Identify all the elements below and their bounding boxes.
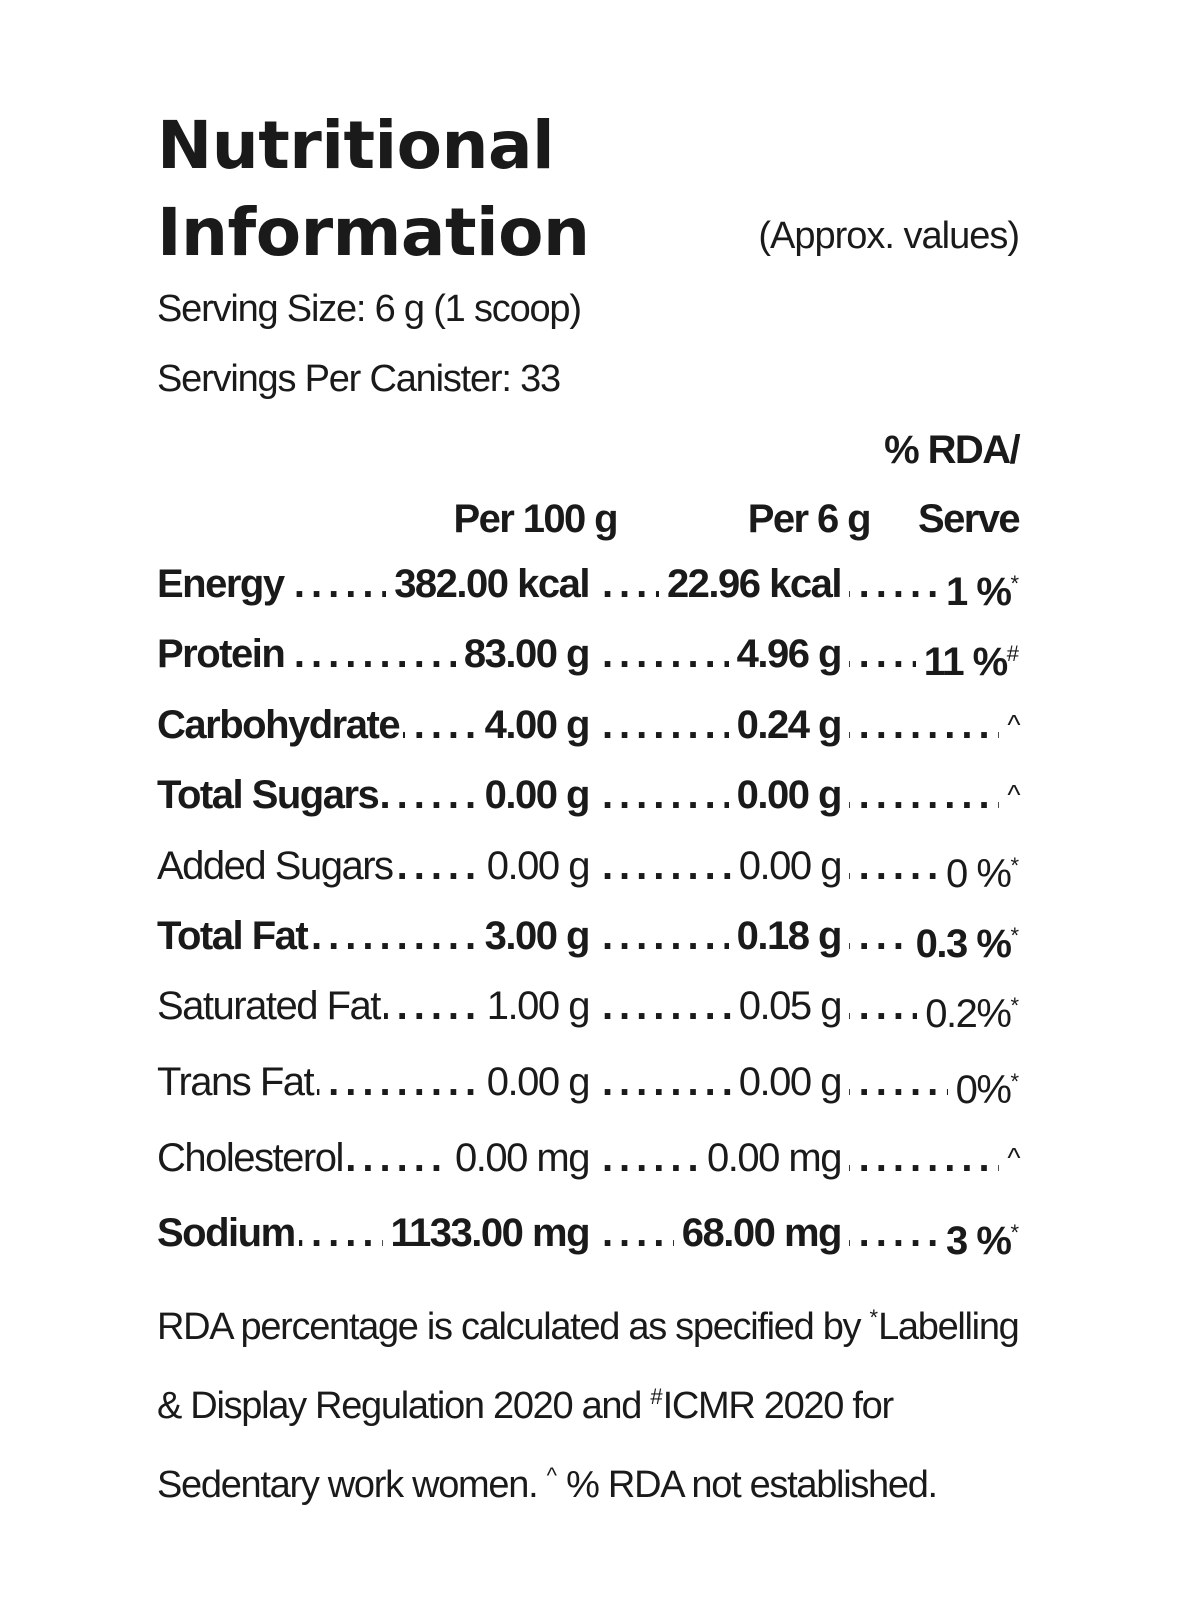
rda-footnote: RDA percentage is calculated as specified by *Labelling & Display Regulation 2020 and #ICMR 2020 for Sedentary work women. ^ % RDA not established.: [157, 1305, 1019, 1506]
header-rda: % RDA/: [884, 428, 1019, 472]
rda-value: 11 %#: [916, 626, 1019, 690]
value-per-100g: 0.00 g: [479, 1054, 597, 1110]
table-row: [157, 978, 1019, 1034]
value-per-6g: 0.05 g: [731, 978, 849, 1034]
value-per-6g: 4.96 g: [729, 626, 849, 682]
rda-value: ^: [999, 767, 1019, 833]
table-row: [157, 1205, 1019, 1261]
value-per-100g: 0.00 mg: [447, 1130, 597, 1186]
table-row: [157, 697, 1019, 753]
nutrient-name: Added Sugars: [157, 838, 397, 894]
header-per-100g: Per 100 g: [453, 497, 617, 541]
value-per-6g: 0.00 g: [731, 1054, 849, 1110]
value-per-6g: 0.00 g: [729, 767, 849, 823]
rda-value: 0%*: [948, 1054, 1019, 1118]
value-per-100g: 382.00 kcal: [386, 556, 597, 612]
rda-value: ^: [999, 1130, 1019, 1196]
header-serve: Serve: [918, 497, 1019, 541]
table-row: [157, 908, 1019, 964]
approx-values-note: (Approx. values): [758, 215, 1019, 257]
nutrient-name: Cholesterol: [157, 1130, 347, 1186]
nutrient-name: Total Fat: [157, 908, 311, 964]
rda-value: 0.2%*: [917, 978, 1019, 1042]
nutrient-name: Trans Fat: [157, 1054, 317, 1110]
header-per-6g: Per 6 g: [747, 497, 870, 541]
value-per-6g: 68.00 mg: [674, 1205, 849, 1261]
value-per-6g: 22.96 kcal: [659, 556, 849, 612]
value-per-100g: 1.00 g: [479, 978, 597, 1034]
table-row: [157, 838, 1019, 894]
table-row: [157, 626, 1019, 682]
value-per-100g: 3.00 g: [477, 908, 597, 964]
value-per-6g: 0.24 g: [729, 697, 849, 753]
rda-value: 3 %*: [938, 1205, 1019, 1269]
table-row: [157, 556, 1019, 612]
nutrient-name: Carbohydrate: [157, 697, 403, 753]
value-per-100g: 4.00 g: [477, 697, 597, 753]
rda-value: ^: [999, 697, 1019, 763]
servings-per-canister: Servings Per Canister: 33: [157, 358, 560, 400]
title-line-2: Information: [157, 194, 590, 271]
nutrient-name: Protein: [157, 626, 288, 682]
value-per-100g: 83.00 g: [456, 626, 597, 682]
table-row: [157, 1130, 1019, 1186]
title-line-1: Nutritional: [157, 107, 555, 184]
value-per-6g: 0.18 g: [729, 908, 849, 964]
value-per-100g: 1133.00 mg: [383, 1205, 598, 1261]
rda-value: 0.3 %*: [908, 908, 1019, 972]
nutrient-name: Total Sugars: [157, 767, 382, 823]
value-per-100g: 0.00 g: [477, 767, 597, 823]
rda-value: 0 %*: [938, 838, 1019, 902]
nutrient-name: Saturated Fat: [157, 978, 384, 1034]
value-per-6g: 0.00 mg: [699, 1130, 849, 1186]
nutrient-name: Energy: [157, 556, 288, 612]
value-per-6g: 0.00 g: [731, 838, 849, 894]
serving-size: Serving Size: 6 g (1 scoop): [157, 288, 581, 330]
value-per-100g: 0.00 g: [479, 838, 597, 894]
table-row: [157, 767, 1019, 823]
nutrient-name: Sodium: [157, 1205, 299, 1261]
rda-value: 1 %*: [938, 556, 1019, 620]
table-row: [157, 1054, 1019, 1110]
